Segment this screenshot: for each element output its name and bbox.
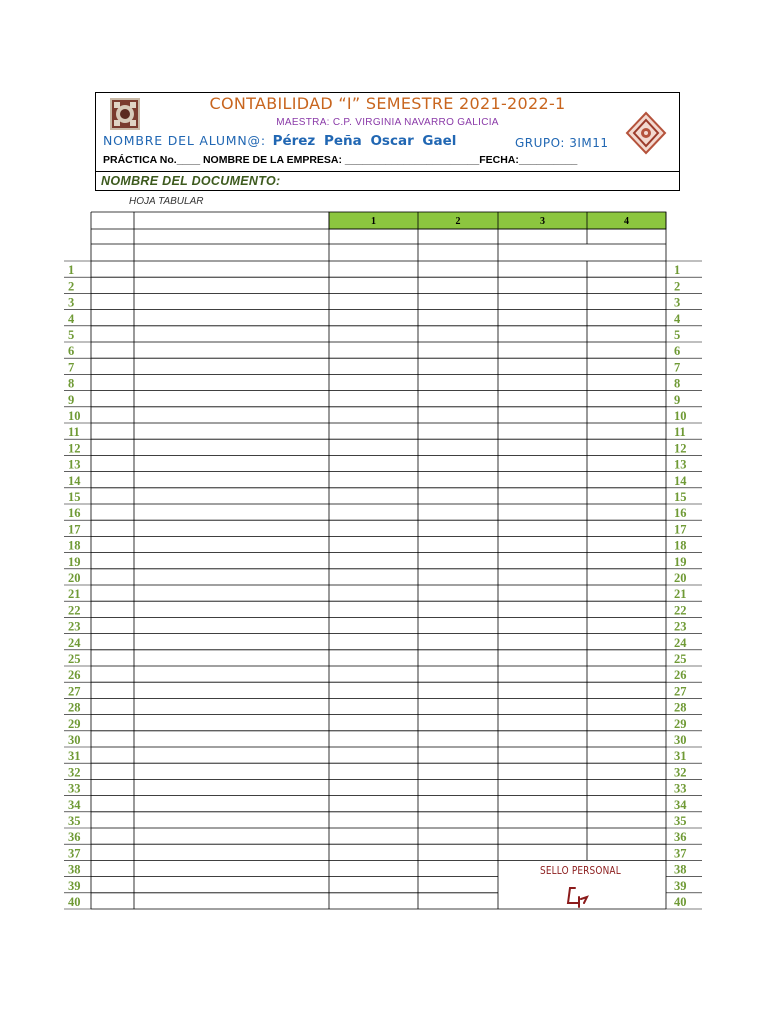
- row-number-left: 32: [68, 765, 81, 780]
- row-number-right: 15: [674, 490, 687, 504]
- row-number-left: 33: [68, 781, 81, 796]
- row-number-left: 11: [68, 425, 80, 440]
- row-number-right: 39: [674, 878, 687, 893]
- row-number-right: 9: [674, 392, 681, 407]
- row-number-left: 16: [68, 506, 81, 521]
- row-number-left: 27: [68, 684, 81, 699]
- row-number-right: 3: [674, 295, 681, 310]
- row-number-right: 8: [674, 376, 681, 391]
- row-number-left: 14: [68, 473, 81, 488]
- row-number-right: 31: [674, 749, 687, 764]
- row-number-right: 18: [674, 538, 687, 553]
- column-header-2: 2: [455, 216, 461, 227]
- column-header-bar: [329, 212, 666, 229]
- row-number-left: 26: [68, 668, 81, 683]
- row-number-left: 5: [68, 328, 75, 342]
- row-number-left: 29: [68, 716, 81, 731]
- course-title: CONTABILIDAD “I” SEMESTRE 2021-2022-1: [209, 94, 566, 113]
- column-header-1: 1: [371, 216, 376, 227]
- row-number-left: 35: [68, 814, 81, 828]
- row-number-right: 37: [674, 846, 687, 861]
- row-number-left: 37: [68, 846, 81, 861]
- row-number-right: 2: [674, 279, 681, 294]
- row-number-left: 10: [68, 409, 81, 423]
- row-number-right: 11: [674, 425, 686, 440]
- row-number-left: 22: [68, 603, 81, 618]
- row-number-right: 17: [674, 522, 687, 537]
- row-number-right: 32: [674, 765, 687, 780]
- row-number-right: 34: [674, 797, 687, 812]
- row-number-left: 3: [68, 295, 75, 310]
- row-number-left: 6: [68, 344, 75, 359]
- row-number-left: 24: [68, 635, 81, 650]
- row-number-left: 25: [68, 652, 81, 666]
- row-number-left: 8: [68, 376, 75, 391]
- row-number-right: 27: [674, 684, 687, 699]
- practice-line: PRÁCTICA No.____ NOMBRE DE LA EMPRESA: _______________________FECHA:__________: [103, 154, 578, 166]
- row-number-right: 24: [674, 635, 687, 650]
- teacher-name: MAESTRA: C.P. VIRGINIA NAVARRO GALICIA: [276, 117, 499, 128]
- row-number-left: 13: [68, 457, 81, 472]
- sheet-label: HOJA TABULAR: [129, 196, 204, 207]
- column-header-3: 3: [540, 216, 545, 227]
- row-number-left: 18: [68, 538, 81, 553]
- column-header-4: 4: [624, 216, 629, 227]
- row-number-right: 4: [674, 311, 681, 326]
- row-number-left: 12: [68, 441, 81, 456]
- row-number-left: 28: [68, 700, 81, 715]
- row-number-left: 34: [68, 797, 81, 812]
- row-number-right: 6: [674, 344, 681, 359]
- group-label: GRUPO: 3IM11: [515, 136, 609, 150]
- row-number-left: 38: [68, 862, 81, 877]
- row-number-right: 19: [674, 554, 687, 569]
- row-number-right: 20: [674, 571, 687, 585]
- row-number-right: 16: [674, 506, 687, 521]
- row-number-left: 21: [68, 587, 81, 602]
- signature-mark-icon: [565, 885, 595, 911]
- row-number-right: 12: [674, 441, 687, 456]
- row-number-left: 39: [68, 878, 81, 893]
- row-number-right: 13: [674, 457, 687, 472]
- row-number-right: 14: [674, 473, 687, 488]
- row-number-right: 40: [674, 895, 687, 909]
- row-number-left: 15: [68, 490, 81, 504]
- row-number-right: 26: [674, 668, 687, 683]
- row-number-left: 23: [68, 619, 81, 634]
- row-number-right: 28: [674, 700, 687, 715]
- row-number-right: 5: [674, 328, 681, 342]
- student-name: Pérez Peña Oscar Gael: [272, 133, 457, 149]
- row-number-left: 2: [68, 279, 75, 294]
- row-number-left: 9: [68, 392, 75, 407]
- row-number-right: 38: [674, 862, 687, 877]
- row-number-left: 17: [68, 522, 81, 537]
- seal-label: SELLO PERSONAL: [540, 865, 621, 877]
- row-number-left: 4: [68, 311, 75, 326]
- row-number-right: 25: [674, 652, 687, 666]
- row-number-left: 20: [68, 571, 81, 585]
- student-label: NOMBRE DEL ALUMN@:: [103, 133, 266, 148]
- row-number-right: 30: [674, 733, 687, 747]
- row-number-right: 33: [674, 781, 687, 796]
- row-number-right: 21: [674, 587, 687, 602]
- row-number-right: 22: [674, 603, 687, 618]
- row-number-left: 1: [68, 263, 75, 278]
- row-number-left: 30: [68, 733, 81, 747]
- row-number-left: 7: [68, 360, 75, 375]
- row-number-right: 10: [674, 409, 687, 423]
- row-number-left: 19: [68, 554, 81, 569]
- row-number-left: 36: [68, 830, 81, 845]
- row-number-right: 29: [674, 716, 687, 731]
- row-number-right: 1: [674, 263, 681, 278]
- row-number-right: 36: [674, 830, 687, 845]
- row-number-right: 23: [674, 619, 687, 634]
- row-number-left: 31: [68, 749, 81, 764]
- row-number-left: 40: [68, 895, 81, 909]
- row-number-right: 7: [674, 360, 681, 375]
- document-name-label: NOMBRE DEL DOCUMENTO:: [101, 174, 281, 188]
- row-number-right: 35: [674, 814, 687, 828]
